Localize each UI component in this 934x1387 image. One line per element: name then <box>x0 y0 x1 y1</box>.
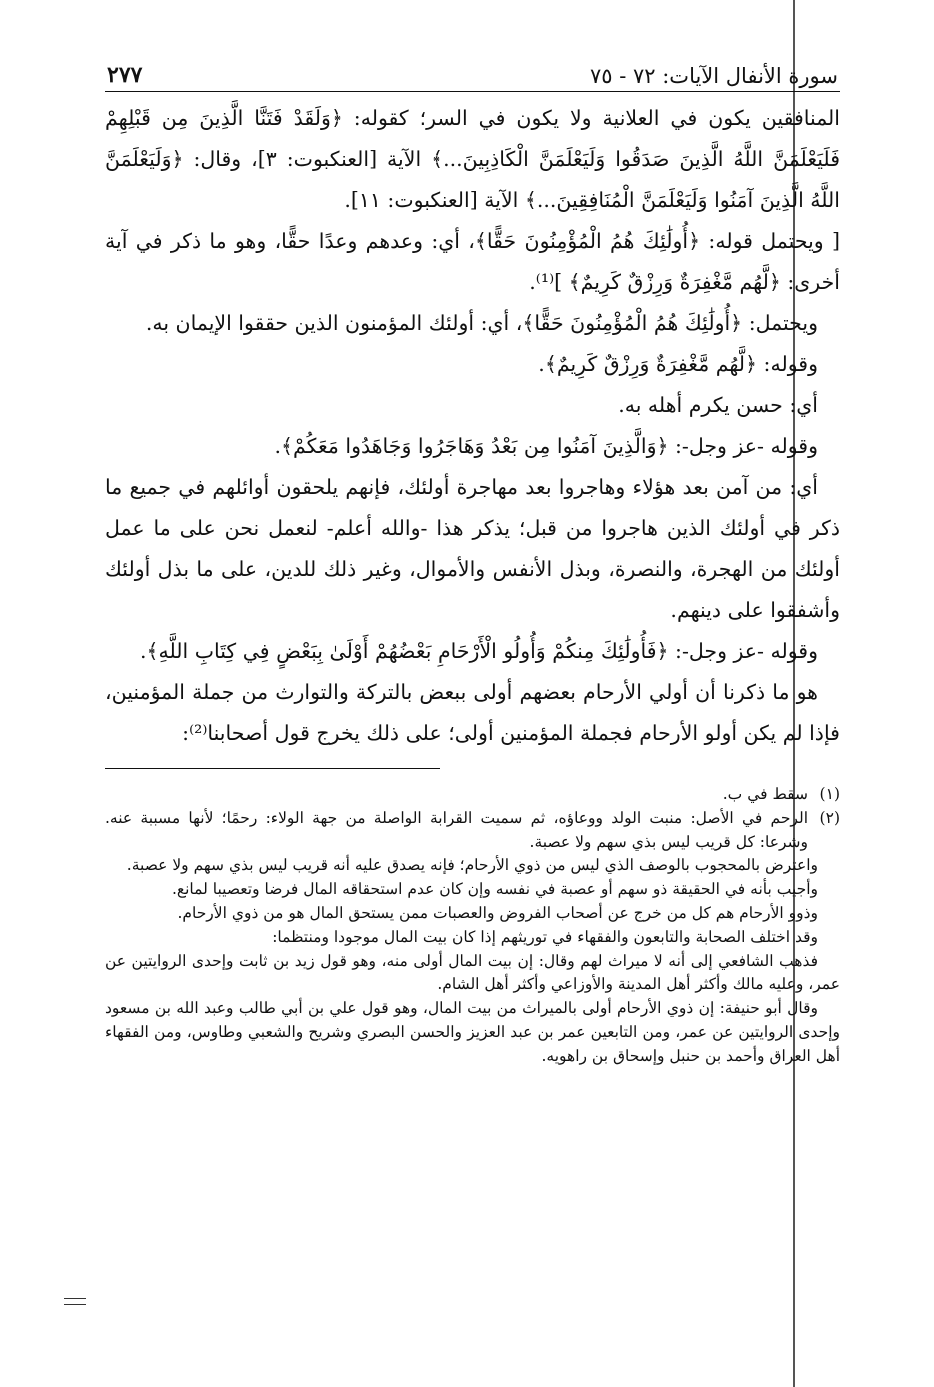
footnote-continuation: وقد اختلف الصحابة والتابعون والفقهاء في توريثهم إذا كان بيت المال موجودا ومنتظما: <box>272 927 818 946</box>
footnote-number: (١) <box>819 785 840 803</box>
main-text <box>105 98 840 754</box>
footnote-continuation: وقال أبو حنيفة: إن ذوي الأرحام أولى بالميراث من بيت المال، وهو قول علي بن أبي طالب وعبد الله بن مسعود وإحدى الروايتين عن عمر، ومن التابعين عمر بن عبد العزيز والحسن البصري وشريح والشعبي وطاوس، ومن الفقهاء أهل العراق وأحمد بن حنبل وإسحاق بن راهويه. <box>105 999 840 1065</box>
footnotes <box>105 783 840 1069</box>
paragraph: أي: من آمن بعد هؤلاء وهاجروا بعد مهاجرة أولئك، فإنهم يلحقون أوائلهم في جميع ما ذكر في أولئك الذين هاجروا من قبل؛ يذكر هذا -والله أعلم- لنعمل نحن على ما عمل أولئك من الهجرة، والنصرة، وبذل الأنفس والأموال، وغير ذلك للدين، على ما بذل أولئك وأشفقوا على دينهم. <box>105 475 840 622</box>
footnote-text: الرحم في الأصل: منبت الولد ووعاؤه، ثم سميت القرابة الواصلة من جهة الولاء: رحمًا؛ لأنها مسببة عنه. وشرعا: كل قريب ليس بذي سهم ولا عصبة. <box>105 808 808 851</box>
paragraph: ويحتمل: ﴿أُولَٰئِكَ هُمُ الْمُؤْمِنُونَ حَقًّا﴾، أي: أولئك المؤمنون الذين حققوا الإيمان به. <box>145 311 818 335</box>
paragraph: وقوله -عز وجل-: ﴿وَالَّذِينَ آمَنُوا مِن بَعْدُ وَهَاجَرُوا وَجَاهَدُوا مَعَكُمْ﴾. <box>274 434 818 458</box>
footnote-continuation: واعترض بالمحجوب بالوصف الذي ليس من ذوي الأرحام؛ فإنه يصدق عليه أنه قريب ليس بذي سهم ولا عصبة. <box>126 856 818 875</box>
footnote <box>105 807 840 855</box>
footnote <box>105 783 840 807</box>
page-number: ٢٧٧ <box>107 62 143 88</box>
margin-mark <box>64 1298 86 1305</box>
running-header <box>105 50 840 92</box>
footnote-continuation: وأجيب بأنه في الحقيقة ذو سهم أو عصبة في نفسه وإن كان عدم استحقاقه المال فرضا وتعصيبا لمانع. <box>171 880 818 899</box>
footnote-continuation: فذهب الشافعي إلى أنه لا ميراث لهم وقال: إن بيت المال أولى منه، وهو قول زيد بن ثابت وإحدى الروايتين عن عمر، وعليه مالك وأكثر أهل المدينة والأوزاعي وأكثر أهل الشام. <box>105 951 840 994</box>
paragraph: المنافقين يكون في العلانية ولا يكون في السر؛ كقوله: ﴿وَلَقَدْ فَتَنَّا الَّذِينَ مِن قَبْلِهِمْ فَلَيَعْلَمَنَّ اللَّهُ الَّذِينَ صَدَقُوا وَلَيَعْلَمَنَّ الْكَاذِبِينَ...﴾ الآية [العنكبوت: ٣]، وقال: ﴿وَلَيَعْلَمَنَّ اللَّهُ الَّذِينَ آمَنُوا وَلَيَعْلَمَنَّ الْمُنَافِقِينَ...﴾ الآية [العنكبوت: ١١]. <box>105 106 840 212</box>
footnote-text: سقط في ب. <box>722 785 808 803</box>
paragraph: [ ويحتمل قوله: ﴿أُولَٰئِكَ هُمُ الْمُؤْمِنُونَ حَقًّا﴾، أي: وعدهم وعدًا حقًّا، وهو ما ذكر في آية أخرى: ﴿لَّهُم مَّغْفِرَةٌ وَرِزْقٌ كَرِيمٌ﴾ ]⁽¹⁾. <box>105 229 840 294</box>
footnote-continuation: وذوو الأرحام هم كل من خرج عن أصحاب الفروض والعصبات ممن يستحق المال هو من ذوي الأرحام. <box>177 903 818 922</box>
footnote-number: (٢) <box>819 808 840 827</box>
page <box>105 50 840 1069</box>
paragraph: وقوله: ﴿لَّهُم مَّغْفِرَةٌ وَرِزْقٌ كَرِيمٌ﴾. <box>538 352 818 376</box>
paragraph: وقوله -عز وجل-: ﴿فَأُولَٰئِكَ مِنكُمْ وَأُولُو الْأَرْحَامِ بَعْضُهُمْ أَوْلَىٰ بِبَعْضٍ فِي كِتَابِ اللَّهِ﴾. <box>139 639 818 663</box>
running-title: سورة الأنفال الآيات: ٧٢ - ٧٥ <box>589 64 838 88</box>
footnote-separator <box>105 768 440 769</box>
paragraph: أي: حسن يكرم أهله به. <box>618 393 818 417</box>
paragraph: هو ما ذكرنا أن أولي الأرحام بعضهم أولى ببعض بالتركة والتوارث من جملة المؤمنين، فإذا لم يكن أولو الأرحام فجملة المؤمنين أولى؛ على ذلك يخرج قول أصحابنا⁽²⁾: <box>105 680 840 745</box>
